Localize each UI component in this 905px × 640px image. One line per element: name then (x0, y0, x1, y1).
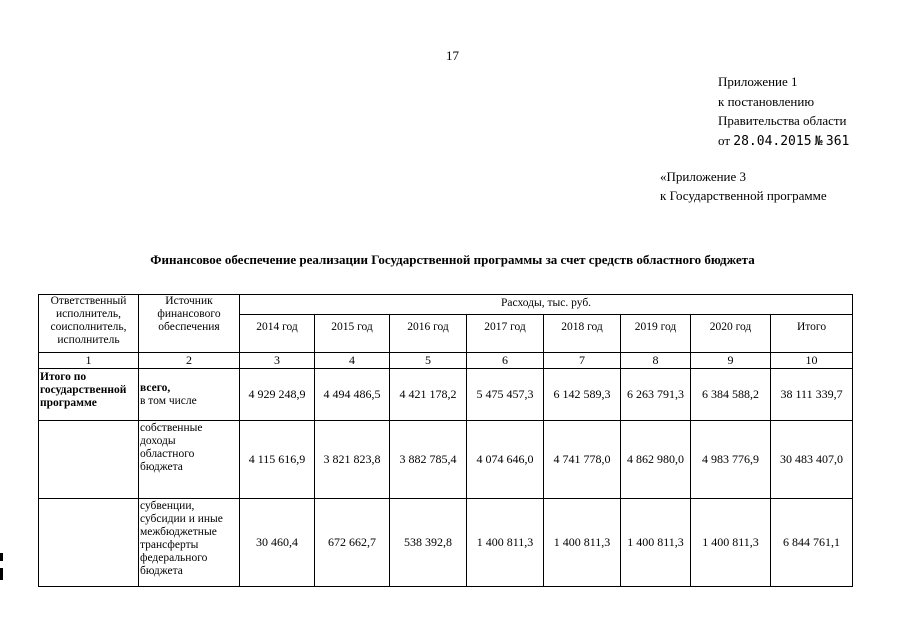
header-year: 2020 год (691, 315, 771, 353)
table-row-federal-transfers (39, 499, 853, 587)
header-executor (39, 295, 139, 353)
source-line: бюджета (140, 461, 183, 473)
table-cell: 4 074 646,0 (467, 421, 544, 499)
column-number: 10 (771, 353, 853, 369)
column-number: 7 (544, 353, 621, 369)
header-line: Источник (165, 295, 213, 307)
table-cell: 4 421 178,2 (390, 369, 467, 421)
table-cell: 4 862 980,0 (621, 421, 691, 499)
source-line: всего, (140, 382, 171, 394)
header-year: 2015 год (315, 315, 390, 353)
table-cell: 30 483 407,0 (771, 421, 853, 499)
header-year: 2017 год (467, 315, 544, 353)
appendix-1-block (718, 72, 849, 151)
column-number: 4 (315, 353, 390, 369)
column-number: 9 (691, 353, 771, 369)
table-cell: 4 494 486,5 (315, 369, 390, 421)
decree-number: 361 (825, 133, 850, 149)
header-year: 2019 год (621, 315, 691, 353)
source-line: межбюджетные (140, 526, 217, 538)
scan-margin-mark (0, 553, 3, 561)
header-line: исполнитель (57, 334, 120, 346)
header-year: 2016 год (390, 315, 467, 353)
column-number: 8 (621, 353, 691, 369)
table-cell: 1 400 811,3 (621, 499, 691, 587)
number-sign: № (814, 133, 823, 149)
table-cell: 1 400 811,3 (691, 499, 771, 587)
source-line: в том числе (140, 395, 197, 407)
header-total: Итого (771, 315, 853, 353)
source-line: федерального (140, 552, 208, 564)
executor-line: государственной (40, 384, 127, 396)
table-cell: 4 929 248,9 (240, 369, 315, 421)
table-cell: 1 400 811,3 (544, 499, 621, 587)
header-year: 2018 год (544, 315, 621, 353)
page-number: 17 (446, 48, 459, 63)
table-cell: 6 384 588,2 (691, 369, 771, 421)
header-source (139, 295, 240, 353)
appendix-1-line: Правительства области (718, 113, 847, 128)
header-line: исполнитель, (55, 308, 122, 320)
row-executor (39, 499, 139, 587)
appendix-3-line: к Государственной программе (660, 188, 827, 203)
row-source (139, 421, 240, 499)
appendix-3-line: «Приложение 3 (660, 169, 747, 184)
column-number: 2 (139, 353, 240, 369)
table-row-total (39, 369, 853, 421)
table-cell: 4 115 616,9 (240, 421, 315, 499)
table-cell: 4 983 776,9 (691, 421, 771, 499)
column-number-row (39, 353, 853, 369)
source-line: собственные (140, 422, 203, 434)
table-cell: 3 882 785,4 (390, 421, 467, 499)
table-cell: 5 475 457,3 (467, 369, 544, 421)
header-line: Ответственный (50, 295, 127, 307)
executor-line: Итого по (40, 371, 87, 383)
document-title: Финансовое обеспечение реализации Государственной программы за счет средств областного бюджета (150, 252, 755, 267)
table-cell: 672 662,7 (315, 499, 390, 587)
row-executor (39, 369, 139, 421)
date-prefix: от (718, 132, 731, 148)
source-line: трансферты (140, 539, 199, 551)
table-cell: 1 400 811,3 (467, 499, 544, 587)
header-year: 2014 год (240, 315, 315, 353)
header-expenses: Расходы, тыс. руб. (240, 295, 853, 315)
table-cell: 4 741 778,0 (544, 421, 621, 499)
appendix-3-block (660, 167, 827, 205)
table-cell: 6 142 589,3 (544, 369, 621, 421)
column-number: 6 (467, 353, 544, 369)
row-source (139, 499, 240, 587)
source-line: доходы (140, 435, 176, 447)
executor-line: программе (40, 397, 97, 409)
column-number: 5 (390, 353, 467, 369)
scan-margin-mark (0, 568, 3, 580)
table-cell: 30 460,4 (240, 499, 315, 587)
appendix-1-signature-line (718, 131, 849, 152)
appendix-1-line: к постановлению (718, 93, 815, 109)
table-cell: 6 844 761,1 (771, 499, 853, 587)
table-cell: 6 263 791,3 (621, 369, 691, 421)
source-line: областного (140, 448, 195, 460)
column-number: 3 (240, 353, 315, 369)
header-line: финансового (157, 308, 221, 320)
table-row-own-revenue (39, 421, 853, 499)
row-source (139, 369, 240, 421)
source-line: субсидии и иные (140, 513, 223, 525)
header-row (39, 295, 853, 315)
column-number: 1 (39, 353, 139, 369)
table-cell: 3 821 823,8 (315, 421, 390, 499)
source-line: субвенции, (140, 500, 195, 512)
row-executor (39, 421, 139, 499)
table-cell: 538 392,8 (390, 499, 467, 587)
decree-date: 28.04.2015 (733, 133, 812, 149)
appendix-1-line: Приложение 1 (718, 74, 798, 89)
source-line: бюджета (140, 565, 183, 577)
header-line: обеспечения (158, 321, 220, 333)
budget-table (38, 294, 853, 587)
header-line: соисполнитель, (50, 321, 127, 333)
table-cell: 38 111 339,7 (771, 369, 853, 421)
